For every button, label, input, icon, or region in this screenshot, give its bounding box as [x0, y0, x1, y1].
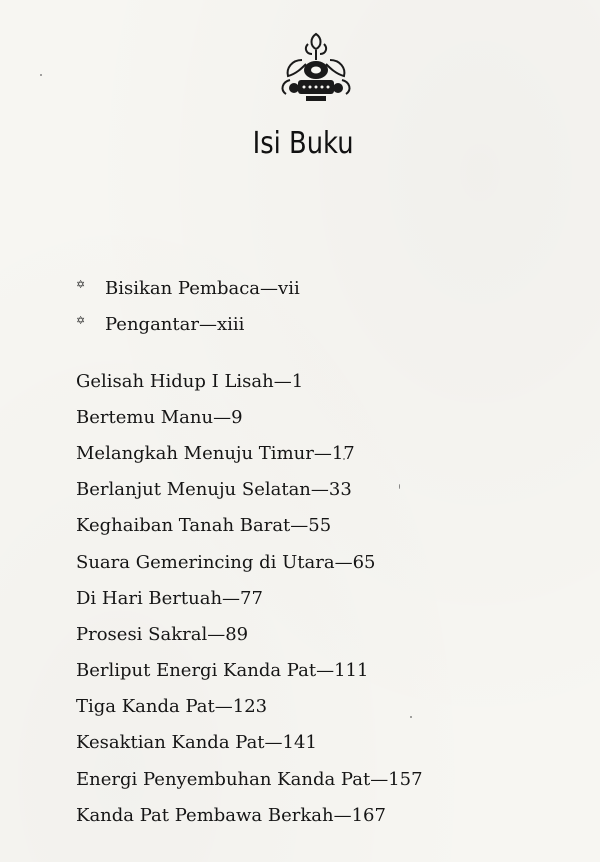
toc-entry: Suara Gemerincing di Utara—65 [76, 551, 376, 573]
toc-entry: Berlanjut Menuju Selatan—33 [76, 479, 352, 501]
toc-entry: Keghaiban Tanah Barat—55 [76, 515, 332, 537]
toc-entry: Gelisah Hidup I Lisah—1 [76, 370, 304, 392]
ornamental-headpiece-icon [276, 30, 356, 106]
front-matter-item [76, 270, 496, 306]
toc-entry: Kanda Pat Pembawa Berkah—167 [76, 804, 386, 826]
page-title: Isi Buku [252, 126, 354, 161]
front-matter-list [76, 270, 496, 342]
front-matter-item [76, 306, 496, 342]
toc-entry: Di Hari Bertuah—77 [76, 587, 263, 609]
front-matter-label: Bisikan Pembaca—vii [105, 277, 300, 299]
toc-entry: Berliput Energi Kanda Pat—111 [76, 660, 369, 682]
toc-entry: Energi Penyembuhan Kanda Pat—157 [76, 768, 423, 790]
paper-speck [40, 74, 42, 76]
toc-entry: Bertemu Manu—9 [76, 406, 243, 428]
table-of-contents [76, 363, 556, 833]
star-bullet-icon: ✡ [76, 313, 86, 327]
star-bullet-icon: ✡ [76, 277, 86, 291]
toc-entry: Melangkah Menuju Timur—17 [76, 442, 355, 464]
front-matter-label: Pengantar—xiii [105, 313, 245, 335]
toc-entry: Kesaktian Kanda Pat—141 [76, 732, 317, 754]
toc-entry: Prosesi Sakral—89 [76, 623, 249, 645]
toc-entry: Tiga Kanda Pat—123 [76, 696, 268, 718]
